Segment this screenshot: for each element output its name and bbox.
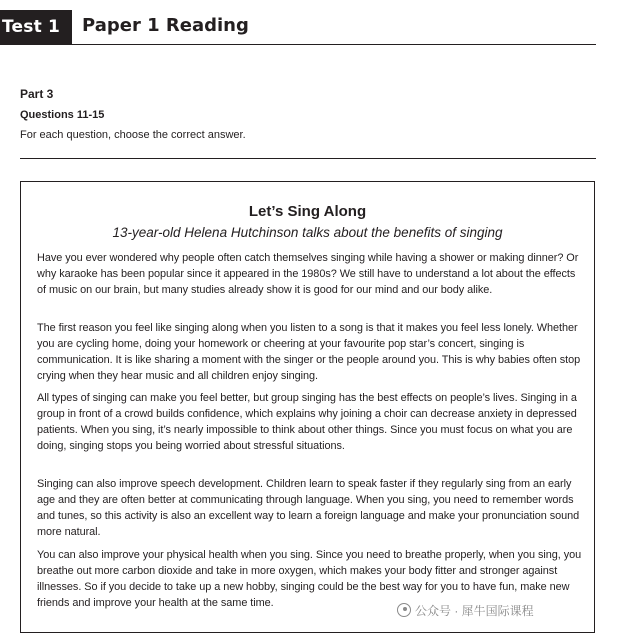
article-paragraph-5: You can also improve your physical health when you sing. Since you need to breathe properly, when you sing, you breathe out more carbon dioxide and take in more oxygen, which makes your body fitter and stronger against illnesses. So if you decide to take up a new hobby, singing could be the best way for you to have fun, make new friends and improve your health at the same time.: [37, 549, 582, 609]
watermark: [397, 600, 534, 620]
wechat-account-icon: [397, 603, 411, 617]
article-title: Let’s Sing Along: [248, 203, 367, 220]
article-subtitle: 13-year-old Helena Hutchinson talks about the benefits of singing: [112, 225, 503, 240]
header-divider: [72, 44, 596, 45]
article-paragraph-4: Singing can also improve speech development. Children learn to speak faster if they regularly sing from an early age and they are often better at communicating through language. When you sing, you need to remember words and tunes, so this activity is also an excellent way to learn a foreign language and make your pronunciation sound more natural.: [37, 478, 580, 538]
watermark-text: 公众号 · 犀牛国际课程: [415, 603, 534, 618]
section-divider: [20, 158, 596, 159]
paper-title: Paper 1 Reading: [82, 15, 249, 36]
instruction-text: For each question, choose the correct answer.: [20, 129, 246, 141]
article-paragraph-2: The first reason you feel like singing along when you listen to a song is that it makes you feel less lonely. Whether you are cycling home, doing your homework or cheering at your favourite pop star’s concert, singing is communication. It is like sharing a moment with the singer or the people around you. This is why babies often stop crying when they hear music and all children enjoy singing.: [37, 322, 581, 382]
article-paragraph-1: Have you ever wondered why people often catch themselves singing while having a shower or making dinner? Or why karaoke has been popular since it appeared in the 1980s? We still have to understand a lot about the effects of music on our brain, but many studies already show it is good for our mind and our body alike.: [37, 252, 579, 296]
test-label: Test 1: [0, 10, 72, 45]
article-paragraph-3: All types of singing can make you feel better, but group singing has the best effects on people’s lives. Singing in a group in front of a crowd builds confidence, which explains why joining a choir can decrease anxiety in depressed patients. When you sing, it’s nearly impossible to think about other things. Since you must focus on what you are doing, singing stops you being worried about stressful situations.: [37, 392, 577, 452]
questions-label: Questions 11-15: [20, 109, 105, 121]
part-label: Part 3: [20, 87, 54, 101]
